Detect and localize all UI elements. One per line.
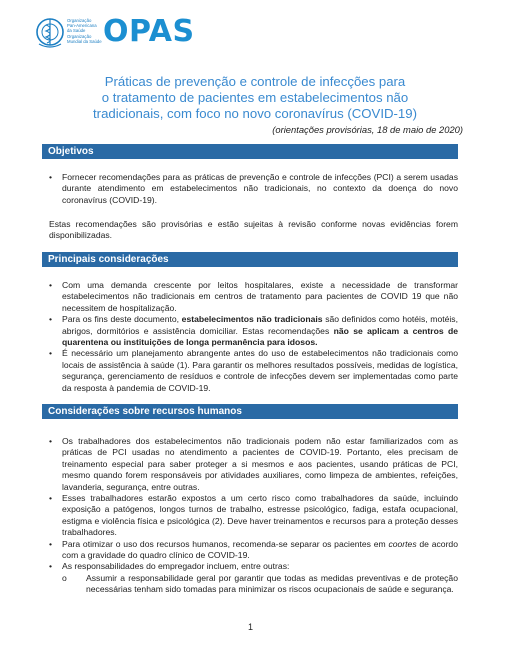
bullet-icon: • bbox=[49, 348, 53, 359]
page-number: 1 bbox=[248, 622, 254, 632]
bullet-icon: • bbox=[49, 280, 53, 290]
list-item: • As responsabilidades do empregador incluem, entre outras: o Assumir a responsabilidade geral por garantir que todas as medidas preventivas e de proteção necessárias tenham sido tomadas para minimizar os riscos ocupacionais de saúde e segurança. bbox=[49, 561, 458, 595]
section-heading-recursos: Considerações sobre recursos humanos bbox=[42, 404, 458, 419]
bullet-icon: • bbox=[49, 561, 53, 572]
section-heading-objetivos: Objetivos bbox=[42, 144, 458, 159]
list-item: • Para os fins deste documento, estabelecimentos não tradicionais são definidos como hotéis, motéis, abrigos, dormitórios e assistência domiciliar. Estas recomendações não se aplicam a centros de quarentena ou instituições de longa permanência para idosos. bbox=[49, 314, 458, 348]
organization-name: Organização Pan-Americana da Saúde Organização Mundial da Saúde bbox=[67, 18, 102, 44]
bullet-icon: • bbox=[49, 172, 53, 182]
circle-bullet-icon: o bbox=[62, 572, 67, 583]
bullet-icon: • bbox=[49, 436, 53, 446]
bullet-icon: • bbox=[49, 314, 53, 325]
list-item: • Para otimizar o uso dos recursos humanos, recomenda-se separar os pacientes em coortes de acordo com a gravidade do quadro clínico de COVID-19. bbox=[49, 538, 458, 561]
section-heading-principais: Principais considerações bbox=[42, 252, 458, 267]
brand-logo-text: OPAS bbox=[103, 14, 195, 49]
list-item: • Com uma demanda crescente por leitos hospitalares, existe a necessidade de transformar estabelecimentos não tradicionais em centros de tratamento para pacientes de COVID 19 que não necessitem de hospitalização. bbox=[49, 280, 458, 313]
principais-list bbox=[48, 280, 458, 394]
sub-list-item: o Assumir a responsabilidade geral por garantir que todas as medidas preventivas e de proteção necessárias tenham sido tomadas para minimizar os riscos ocupacionais de saúde e segurança. bbox=[62, 572, 458, 595]
paho-who-emblem-icon bbox=[34, 16, 66, 50]
recursos-list bbox=[48, 436, 458, 596]
objetivos-paragraph: Estas recomendações são provisórias e estão sujeitas à revisão conforme novas evidências forem disponibilizadas. bbox=[49, 219, 458, 241]
objetivos-list bbox=[48, 172, 458, 206]
document-title: Práticas de prevenção e controle de infecções para o tratamento de pacientes em estabelecimentos não tradicionais, com foco no novo coronavírus (COVID-19) bbox=[93, 74, 417, 121]
list-item: • Esses trabalhadores estarão expostos a um certo risco como trabalhadores da saúde, incluindo exposição a patógenos, longos turnos de trabalho, estresse psicológico, fadiga, estafa ocupacional, estigma e violência física e psicológica (2). Deve haver treinamentos e recursos para a proteção desses trabalhadores. bbox=[49, 493, 458, 538]
list-item: • Fornecer recomendações para as práticas de prevenção e controle de infecções (PCI) a serem usadas durante atendimento em estabelecimentos não tradicionais, no contexto da doença do novo coronavírus (COVID-19). bbox=[49, 172, 458, 205]
date-note: (orientações provisórias, 18 de maio de 2020) bbox=[272, 124, 463, 135]
bullet-icon: • bbox=[49, 493, 53, 504]
list-item: • É necessário um planejamento abrangente antes do uso de estabelecimentos não tradicionais como locais de assistência à saúde (1). Para garantir os melhores resultados possíveis, medidas de logística, segurança, gerenciamento de resíduos e controle de infecções devem ser implementadas como parte da resposta à pandemia de COVID-19. bbox=[49, 348, 458, 393]
list-item: • Os trabalhadores dos estabelecimentos não tradicionais podem não estar familiarizados com as práticas de PCI usadas no atendimento a pacientes de COVID-19. Portanto, eles precisam de treinamento especial para saber proteger a si mesmos e aos pacientes, usando práticas de PCI, mesmo quando forem responsáveis por atividades auxiliares, como limpeza de ambientes, refeições, lavanderia, segurança, entre outras. bbox=[49, 436, 458, 492]
document-header bbox=[34, 14, 234, 54]
bullet-icon: • bbox=[49, 538, 53, 549]
